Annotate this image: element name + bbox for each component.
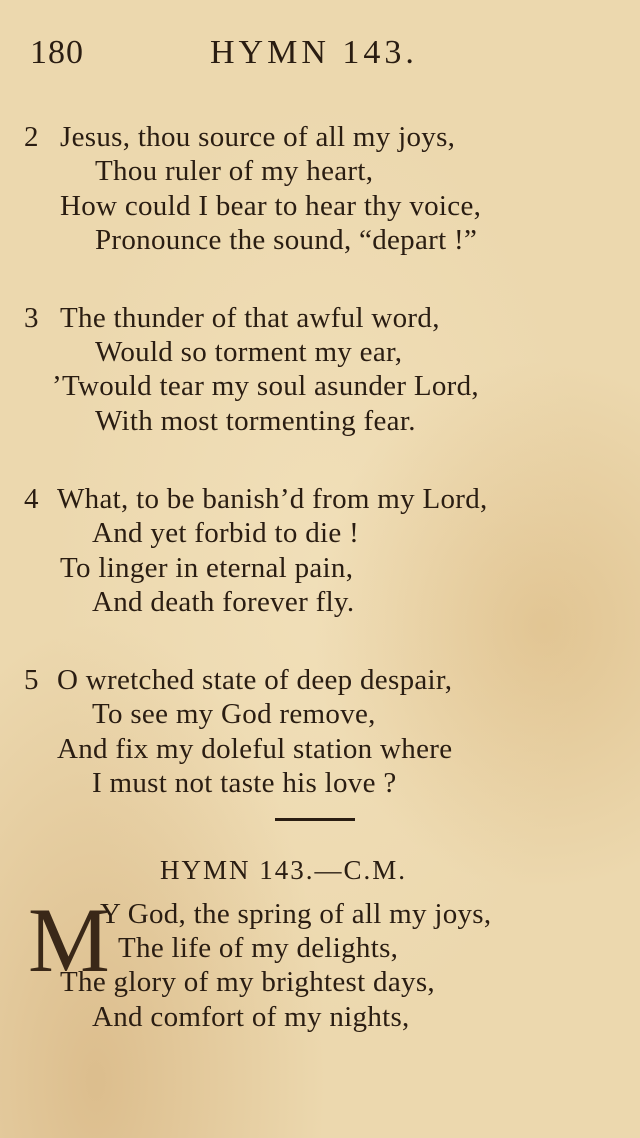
verse-line: O wretched state of deep despair, <box>57 664 453 696</box>
verse-line: And death forever fly. <box>92 586 355 618</box>
next-hymn-title: HYMN 143.—C.M. <box>160 855 408 885</box>
verse-line: I must not taste his love ? <box>92 767 397 799</box>
verse-line: The thunder of that awful word, <box>60 302 440 334</box>
verse-line: How could I bear to hear thy voice, <box>60 190 482 222</box>
page-header <box>0 34 640 74</box>
verse-line: And fix my doleful station where <box>57 733 453 765</box>
verse-line: To see my God remove, <box>92 698 376 730</box>
section-divider <box>275 818 355 821</box>
stanza-number: 5 <box>24 664 39 696</box>
page-number: 180 <box>30 34 84 71</box>
verse-line: Jesus, thou source of all my joys, <box>60 121 456 153</box>
verse-line: Thou ruler of my heart, <box>95 155 374 187</box>
stanza-number: 4 <box>24 483 39 515</box>
verse-line: The life of my delights, <box>118 932 399 964</box>
verse-line: The glory of my brightest days, <box>60 966 435 998</box>
drop-cap: M <box>28 889 110 991</box>
stanza-number: 3 <box>24 302 39 334</box>
running-title: HYMN 143. <box>210 34 418 71</box>
verse-line: With most tormenting fear. <box>95 405 416 437</box>
verse-line: What, to be banish’d from my Lord, <box>57 483 488 515</box>
verse-line: Y God, the spring of all my joys, <box>100 898 492 930</box>
verse-line: To linger in eternal pain, <box>60 552 354 584</box>
verse-line: Pronounce the sound, “depart !” <box>95 224 478 256</box>
verse-line: ’Twould tear my soul asunder Lord, <box>52 370 479 402</box>
stanza-number: 2 <box>24 121 39 153</box>
verse-line: Would so torment my ear, <box>95 336 403 368</box>
verse-line: And yet forbid to die ! <box>92 517 360 549</box>
verse-line: And comfort of my nights, <box>92 1001 410 1033</box>
